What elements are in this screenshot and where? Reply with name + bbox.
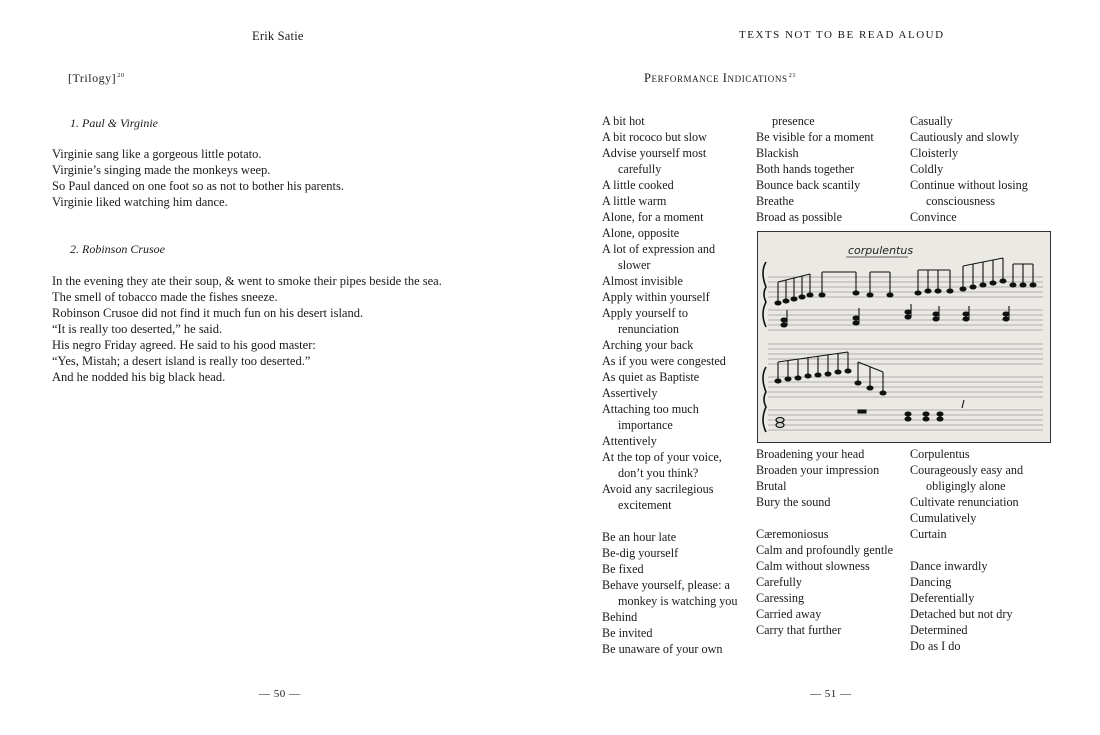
indication-entry: Corpulentus	[910, 447, 970, 461]
performance-indications-text: Performance Indications	[644, 71, 788, 85]
part-2-text	[52, 273, 442, 385]
indication-entry: Courageously easy and obligingly alone	[910, 463, 1024, 493]
indication-entry: Attentively	[602, 434, 657, 448]
indication-entry: Be-dig yourself	[602, 546, 679, 560]
part-2-title: 2. Robinson Crusoe	[70, 242, 166, 256]
indication-entry: Coldly	[910, 162, 944, 176]
text-line: And he nodded his big black head.	[52, 370, 226, 384]
indication-entry: Be visible for a moment	[756, 130, 874, 144]
indication-entry: Broad as possible	[756, 210, 842, 224]
indication-entry: Cultivate renunciation	[910, 495, 1019, 509]
indication-entry: Cautiously and slowly	[910, 130, 1020, 144]
indication-entry: Alone, for a moment	[602, 210, 704, 224]
indication-entry: Breathe	[756, 194, 794, 208]
text-line: Robinson Crusoe did not find it much fun on his desert island.	[52, 306, 364, 320]
indication-entry: Apply yourself to renunciation	[602, 306, 688, 336]
performance-indications-title	[644, 71, 796, 86]
text-line: Virginie’s singing made the monkeys weep.	[52, 163, 271, 177]
music-score-image	[757, 231, 1051, 443]
indication-entry: Blackish	[756, 146, 799, 160]
indication-entry: Dancing	[910, 575, 952, 589]
indication-entry: Broaden your impression	[756, 463, 880, 477]
indication-entry: Caressing	[756, 591, 805, 605]
indication-entry: Behind	[602, 610, 638, 624]
indication-entry: Assertively	[602, 386, 658, 400]
trilogy-title	[68, 71, 125, 86]
indication-entry: Behave yourself, please: a monkey is watching you	[602, 578, 738, 608]
text-line: The smell of tobacco made the fishes sneeze.	[52, 290, 278, 304]
indication-entry: Be unaware of your own	[602, 642, 723, 656]
indication-entry: Avoid any sacrilegious excitement	[602, 482, 714, 512]
indication-entry: Do as I do	[910, 639, 961, 653]
page-number-right: — 51 —	[810, 688, 852, 700]
indication-entry: presence	[772, 114, 815, 128]
indications-column-1	[602, 113, 750, 657]
indication-entry: Advise yourself most carefully	[602, 146, 707, 176]
footnote-ref-21: 21	[788, 71, 797, 79]
indications-column-3-bottom	[910, 446, 1050, 654]
indication-entry: Brutal	[756, 479, 787, 493]
indication-entry: Arching your back	[602, 338, 694, 352]
text-line: “Yes, Mistah; a desert island is really too deserted.”	[52, 354, 311, 368]
indication-entry: Convince	[910, 210, 957, 224]
text-line: In the evening they ate their soup, & went to smoke their pipes beside the sea.	[52, 274, 442, 288]
indication-entry: Both hands together	[756, 162, 855, 176]
indication-entry: Be an hour late	[602, 530, 677, 544]
running-head-left: Erik Satie	[252, 29, 304, 43]
indication-entry: Deferentially	[910, 591, 975, 605]
running-head-right: TEXTS NOT TO BE READ ALOUD	[739, 29, 945, 41]
indication-entry: Carefully	[756, 575, 803, 589]
indication-entry: Apply within yourself	[602, 290, 710, 304]
indication-entry: Cumulatively	[910, 511, 977, 525]
indication-entry: Be fixed	[602, 562, 644, 576]
indication-entry: Bounce back scantily	[756, 178, 861, 192]
indication-entry: Carry that further	[756, 623, 842, 637]
indication-entry: A little cooked	[602, 178, 674, 192]
indication-entry: Dance inwardly	[910, 559, 988, 573]
indication-entry: Detached but not dry	[910, 607, 1013, 621]
indication-entry: At the top of your voice, don’t you think?	[602, 450, 722, 480]
indication-entry: Calm without slowness	[756, 559, 870, 573]
indication-entry: Cæremoniosus	[756, 527, 829, 541]
indication-entry: A bit rococo but slow	[602, 130, 707, 144]
indication-entry: Almost invisible	[602, 274, 683, 288]
right-page	[550, 0, 1100, 735]
indication-entry: Broadening your head	[756, 447, 865, 461]
text-line: Virginie sang like a gorgeous little potato.	[52, 147, 262, 161]
text-line: “It is really too deserted,” he said.	[52, 322, 223, 336]
part-1-text	[52, 146, 344, 210]
footnote-ref-20: 20	[117, 72, 125, 79]
indication-entry: Carried away	[756, 607, 822, 621]
indication-entry: Alone, opposite	[602, 226, 680, 240]
indication-entry: Bury the sound	[756, 495, 831, 509]
indication-entry: Casually	[910, 114, 953, 128]
trilogy-title-text: [Trilogy]	[68, 71, 117, 85]
indication-entry: Continue without losing consciousness	[910, 178, 1028, 208]
text-line: His negro Friday agreed. He said to his good master:	[52, 338, 316, 352]
indications-column-2-bottom	[756, 446, 906, 638]
indication-entry: Cloisterly	[910, 146, 959, 160]
page-number-left: — 50 —	[259, 688, 301, 700]
part-1-title: 1. Paul & Virginie	[70, 116, 158, 130]
indication-entry: As if you were congested	[602, 354, 726, 368]
indication-entry: A bit hot	[602, 114, 645, 128]
indication-entry: Be invited	[602, 626, 653, 640]
indication-entry: A little warm	[602, 194, 667, 208]
indication-entry: A lot of expression and slower	[602, 242, 716, 272]
text-line: Virginie liked watching him dance.	[52, 195, 228, 209]
indication-entry: As quiet as Baptiste	[602, 370, 700, 384]
score-drawing	[758, 232, 1050, 442]
indication-entry: Curtain	[910, 527, 947, 541]
indication-entry: Determined	[910, 623, 968, 637]
indication-entry: Attaching too much importance	[602, 402, 699, 432]
indications-column-2-top	[756, 113, 906, 225]
text-line: So Paul danced on one foot so as not to bother his parents.	[52, 179, 344, 193]
score-caption: corpulentus	[848, 244, 914, 257]
indication-entry: Calm and profoundly gentle	[756, 543, 894, 557]
indications-column-3-top	[910, 113, 1050, 225]
